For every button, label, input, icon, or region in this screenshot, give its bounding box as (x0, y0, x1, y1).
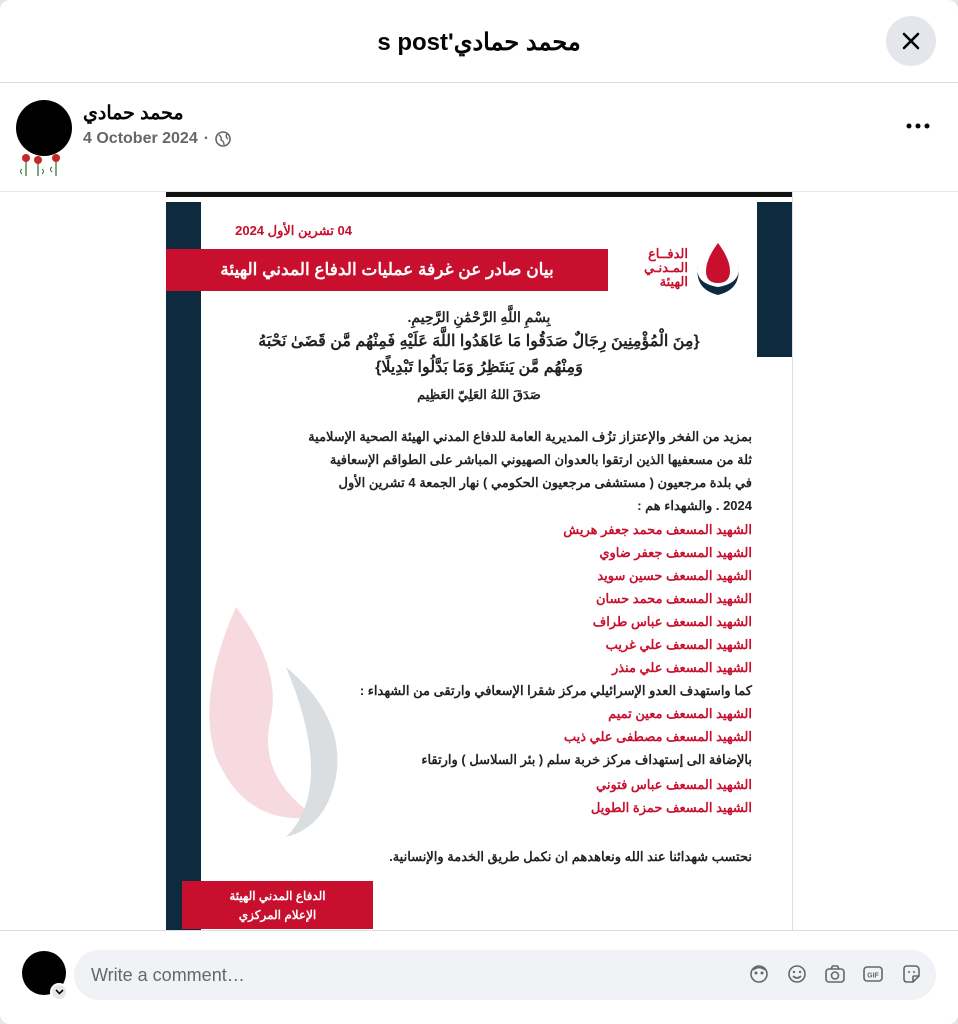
drop-watermark-icon (196, 607, 346, 837)
martyr-name: الشهيد المسعف محمد حسان (596, 591, 752, 606)
sticker-icon (901, 964, 921, 984)
poster-para-line: 2024 . والشهداء هم : (637, 498, 752, 513)
profile-switch-button[interactable] (50, 983, 68, 1001)
martyr-name: الشهيد المسعف عباس طراف (592, 614, 752, 629)
meta-separator: · (203, 130, 210, 147)
poster-banner: بيان صادر عن غرفة عمليات الدفاع المدني الهيئة (166, 249, 608, 291)
logo-line-3: الهيئة (659, 274, 688, 289)
martyr-name: الشهيد المسعف معين تميم (608, 706, 752, 721)
dialog-title: s post'محمد حمادي (377, 29, 581, 56)
martyr-name: الشهيد المسعف محمد جعفر هريش (563, 522, 752, 537)
more-icon (906, 123, 930, 129)
poster-para-3: بالإضافة الى إستهداف مركز خربة سلم ( بئر السلاسل ) وارتقاء (421, 752, 752, 767)
poster-para-2: كما واستهدف العدو الإسرائيلي مركز شقرا الإسعافي وارتقى من الشهداء : (359, 683, 752, 698)
martyr-name: الشهيد المسعف حسين سويد (597, 568, 752, 583)
martyr-name: الشهيد المسعف مصطفى علي ذيب (563, 729, 752, 744)
close-button[interactable] (886, 16, 936, 66)
camera-icon (824, 964, 846, 984)
close-icon (901, 31, 921, 51)
comment-input[interactable] (74, 950, 936, 1000)
poster-footer-line-1: الدفاع المدني الهيئة (229, 889, 326, 903)
martyr-name: الشهيد المسعف حمزة الطويل (590, 800, 752, 815)
comment-composer (0, 930, 958, 1024)
post-date[interactable]: 4 October 2024 (83, 130, 198, 147)
poster-para-line: ثلة من مسعفيها الذين ارتقوا بالعدوان الصهيوني المباشر على الطواقم الإسعافية (329, 452, 752, 467)
poster-footer-line-2: الإعلام المركزي (238, 908, 317, 922)
avatar-icon (749, 964, 769, 984)
martyr-name: الشهيد المسعف علي غريب (605, 637, 752, 652)
martyr-name: الشهيد المسعف عباس فتوني (596, 777, 752, 792)
poster-para-line: بمزيد من الفخر والإعتزاز تزُف المديرية العامة للدفاع المدني الهيئة الصحية الإسلامية (308, 429, 752, 444)
author-name[interactable]: محمد حمادي (83, 103, 184, 124)
poster-closing: نحتسب شهدائنا عند الله ونعاهدهم ان نكمل طريق الخدمة والإنسانية. (389, 849, 752, 864)
civil-defense-logo-icon (692, 241, 744, 297)
logo-line-1: الدفــاع (648, 246, 688, 261)
more-options-button[interactable] (900, 108, 936, 144)
image-divider (792, 192, 793, 930)
post-image-area (0, 192, 958, 930)
poster-para-line: في بلدة مرجعيون ( مستشفى مرجعيون الحكومي ) نهار الجمعة 4 تشرين الأول (338, 475, 752, 490)
emoji-icon (787, 964, 807, 984)
gif-icon (862, 964, 884, 984)
composer-actions (748, 963, 922, 985)
post-header (0, 84, 958, 192)
poster-right-strip (757, 202, 792, 357)
gif-button[interactable] (862, 963, 884, 985)
post-image[interactable] (166, 192, 792, 930)
avatar-sticker-button[interactable] (748, 963, 770, 985)
poster-sadaq: صَدَقَ اللهُ العَلِيّ العَظِيم (417, 387, 541, 402)
chevron-down-icon (55, 989, 64, 995)
dialog-header (0, 0, 958, 83)
poster-date: 04 تشرين الأول 2024 (235, 223, 352, 238)
poster-verse-1: {مِنَ الْمُؤْمِنِينَ رِجَالٌ صَدَقُوا مَا عَاهَدُوا اللَّهَ عَلَيْهِ فَمِنْهُم مَّن قَضَىٰ نَحْبَهُ (258, 333, 700, 350)
poster-logo-text (618, 247, 688, 289)
author-avatar[interactable] (16, 100, 72, 156)
martyr-name: الشهيد المسعف جعفر ضاوي (599, 545, 752, 560)
logo-line-2: المـدنـي (644, 260, 688, 275)
poster-verse-2: وَمِنْهُم مَّن يَنتَظِرُ وَمَا بَدَّلُوا تَبْدِيلًا} (375, 359, 583, 376)
svg-text:GIF: GIF (867, 972, 879, 980)
emoji-button[interactable] (786, 963, 808, 985)
poster-basmala: بِسْمِ اللَّهِ الرَّحْمَٰنِ الرَّحِيمِ. (407, 309, 551, 325)
comment-placeholder: Write a comment… (91, 965, 245, 985)
martyr-name: الشهيد المسعف علي منذر (611, 660, 752, 675)
globe-icon (215, 131, 231, 147)
poster-footer (182, 881, 373, 929)
photo-button[interactable] (824, 963, 846, 985)
post-meta (83, 130, 231, 148)
flower-decoration-icon (16, 152, 72, 178)
sticker-button[interactable] (900, 963, 922, 985)
